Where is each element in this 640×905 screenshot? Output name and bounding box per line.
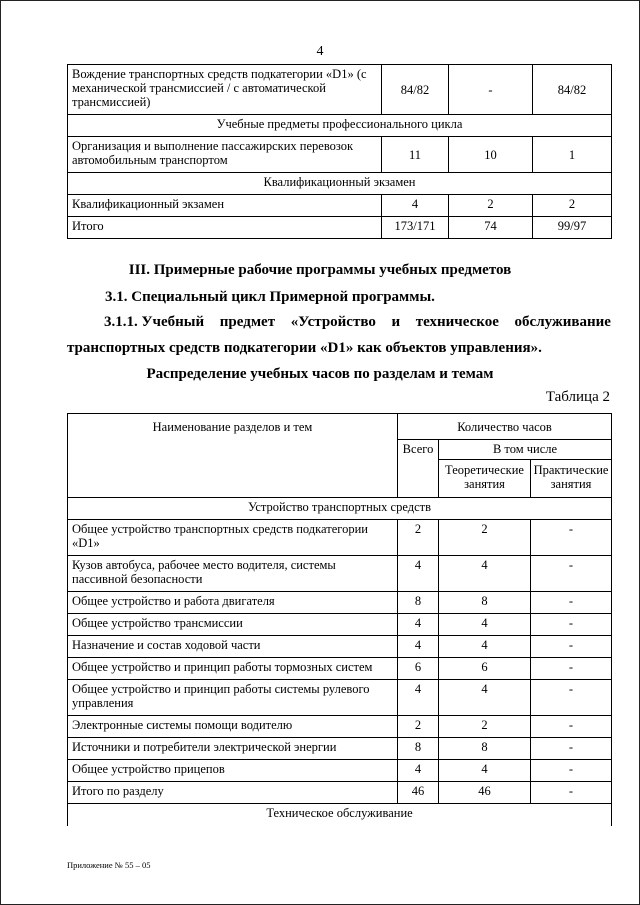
row-name: Электронные системы помощи водителю <box>68 716 398 738</box>
row-theory: 4 <box>439 636 531 658</box>
row-practice: - <box>531 760 612 782</box>
header-hours: Количество часов <box>398 414 612 440</box>
row-name: Общее устройство и принцип работы системы рулевого управления <box>68 680 398 716</box>
table-row <box>68 195 612 217</box>
distribution-heading: Распределение учебных часов по разделам и темам <box>146 366 494 382</box>
header-theory: Теоретические занятия <box>439 460 531 498</box>
row-total: 2 <box>398 520 439 556</box>
page-footer: Приложение № 55 – 05 <box>67 860 151 870</box>
table-label: Таблица 2 <box>545 389 610 405</box>
table-row <box>68 137 612 173</box>
table-row <box>68 115 612 137</box>
row-name: Организация и выполнение пассажирских перевозок автомобильным транспортом <box>68 137 382 173</box>
table-row <box>68 738 612 760</box>
row-theory: 8 <box>439 592 531 614</box>
table-row <box>68 556 612 592</box>
table-row <box>68 520 612 556</box>
header-practice: Практические занятия <box>531 460 612 498</box>
row-theory: 2 <box>439 520 531 556</box>
row-total: 4 <box>382 195 449 217</box>
row-total: 8 <box>398 738 439 760</box>
row-practice: 2 <box>533 195 612 217</box>
section-heading-3: III. Примерные рабочие программы учебных предметов <box>128 262 512 278</box>
row-total: 4 <box>398 614 439 636</box>
hours-summary-table <box>67 64 612 239</box>
row-total: 84/82 <box>382 65 449 115</box>
section-title: Устройство транспортных средств <box>68 498 612 520</box>
row-practice: 1 <box>533 137 612 173</box>
header-name: Наименование разделов и тем <box>68 414 398 498</box>
row-practice: 99/97 <box>533 217 612 239</box>
row-name: Назначение и состав ходовой части <box>68 636 398 658</box>
row-name: Общее устройство и принцип работы тормозных систем <box>68 658 398 680</box>
section-heading-3-1-1 <box>104 314 611 331</box>
table-row <box>68 65 612 115</box>
row-name: Общее устройство транспортных средств подкатегории «D1» <box>68 520 398 556</box>
row-practice: - <box>531 680 612 716</box>
row-practice: 84/82 <box>533 65 612 115</box>
section-heading-3-1: 3.1. Специальный цикл Примерной программы. <box>105 289 435 305</box>
table-row <box>68 636 612 658</box>
header-row <box>68 414 612 440</box>
row-name: Источники и потребители электрической энергии <box>68 738 398 760</box>
table-row <box>68 173 612 195</box>
heading-word: обслуживание <box>514 314 611 330</box>
page-number: 4 <box>316 44 324 59</box>
section-title: Квалификационный экзамен <box>68 173 612 195</box>
heading-word: техническое <box>415 314 499 330</box>
row-theory: - <box>449 65 533 115</box>
row-practice: - <box>531 782 612 804</box>
row-theory: 2 <box>449 195 533 217</box>
row-name: Итого <box>68 217 382 239</box>
row-theory: 10 <box>449 137 533 173</box>
table-row <box>68 658 612 680</box>
row-theory: 4 <box>439 556 531 592</box>
row-total: 11 <box>382 137 449 173</box>
row-practice: - <box>531 520 612 556</box>
row-practice: - <box>531 716 612 738</box>
row-theory: 8 <box>439 738 531 760</box>
heading-word: и <box>391 314 401 330</box>
row-total: 4 <box>398 760 439 782</box>
row-total: 4 <box>398 556 439 592</box>
section-row <box>68 498 612 520</box>
section-row <box>68 804 612 826</box>
row-name: Общее устройство трансмиссии <box>68 614 398 636</box>
row-total: 4 <box>398 636 439 658</box>
row-total: 8 <box>398 592 439 614</box>
section-title: Техническое обслуживание <box>68 804 612 826</box>
row-name: Вождение транспортных средств подкатегории «D1» (с механической трансмиссией / с автоматической трансмиссией) <box>68 65 382 115</box>
row-practice: - <box>531 614 612 636</box>
row-practice: - <box>531 556 612 592</box>
row-theory: 2 <box>439 716 531 738</box>
row-theory: 4 <box>439 760 531 782</box>
row-name: Общее устройство и работа двигателя <box>68 592 398 614</box>
hours-distribution-table <box>67 413 612 826</box>
table-row <box>68 592 612 614</box>
row-name: Итого по разделу <box>68 782 398 804</box>
row-theory: 6 <box>439 658 531 680</box>
header-including: В том числе <box>439 440 612 460</box>
row-theory: 46 <box>439 782 531 804</box>
row-practice: - <box>531 636 612 658</box>
row-total: 46 <box>398 782 439 804</box>
row-name: Квалификационный экзамен <box>68 195 382 217</box>
table-row <box>68 716 612 738</box>
section-title: Учебные предметы профессионального цикла <box>68 115 612 137</box>
row-name: Общее устройство прицепов <box>68 760 398 782</box>
row-theory: 74 <box>449 217 533 239</box>
row-practice: - <box>531 592 612 614</box>
table-row <box>68 782 612 804</box>
row-practice: - <box>531 738 612 760</box>
table-row <box>68 217 612 239</box>
row-theory: 4 <box>439 614 531 636</box>
table-row <box>68 680 612 716</box>
row-total: 173/171 <box>382 217 449 239</box>
table-row <box>68 760 612 782</box>
row-practice: - <box>531 658 612 680</box>
section-heading-3-1-1-line2: транспортных средств подкатегории «D1» как объектов управления». <box>67 340 542 356</box>
row-total: 2 <box>398 716 439 738</box>
header-total: Всего <box>398 440 439 498</box>
row-total: 4 <box>398 680 439 716</box>
heading-word: предмет <box>219 314 276 330</box>
heading-word: «Устройство <box>290 314 376 330</box>
row-theory: 4 <box>439 680 531 716</box>
row-total: 6 <box>398 658 439 680</box>
heading-word: 3.1.1. Учебный <box>104 314 205 330</box>
row-name: Кузов автобуса, рабочее место водителя, системы пассивной безопасности <box>68 556 398 592</box>
table-row <box>68 614 612 636</box>
